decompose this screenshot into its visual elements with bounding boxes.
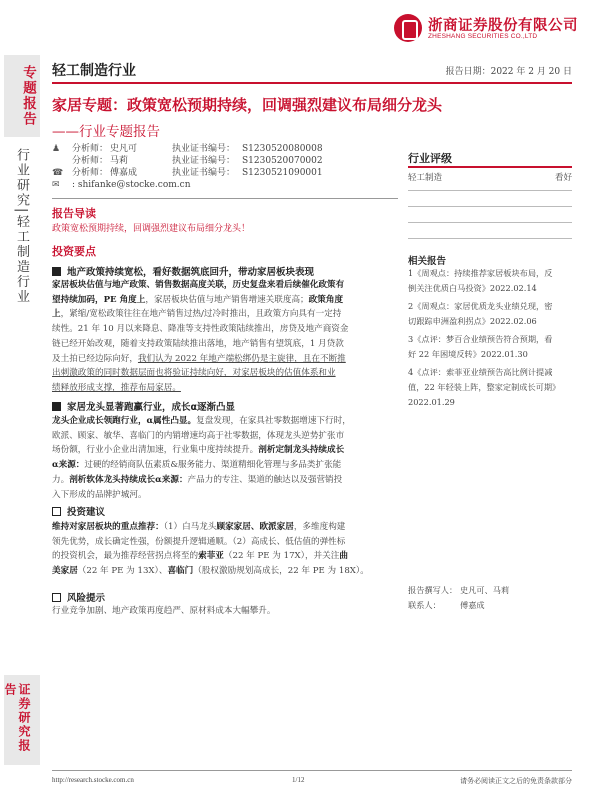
analyst-role: 分析师：: [72, 144, 109, 154]
side-label-bottom: 证券研究报告: [3, 683, 31, 753]
person-icon: ♟: [52, 144, 61, 154]
point-paragraph-3: 维持对家居板块的重点推荐：（1）白马龙头顾家家居、欧派家居，多维度构建 领先优势，成长确定性强，份额提升逻辑通顺。（2）高成长、低估值的弹性标 的投资机会，最为推荐经营拐点将至的索菲亚（22 年 PE 为 17X），并关注曲 美家居（22 年 PE 为 13X）、喜临门（股权激励规划高成长，22 年 PE 为 18X）。: [52, 522, 369, 577]
header-divider: [52, 82, 572, 84]
analyst-name: 马莉: [110, 156, 129, 166]
report-subtitle: ——行业专题报告: [52, 124, 160, 140]
point-paragraph-4: 行业竞争加剧、地产政策再度趋严、原材料成本大幅攀升。: [52, 606, 276, 616]
rating-row: [408, 171, 572, 183]
authors-block: [408, 583, 509, 613]
rating-value: 看好: [554, 173, 572, 183]
point-heading-4: 风险提示: [52, 590, 398, 604]
industry-title: 轻工制造行业: [52, 63, 136, 79]
analyst-row: [52, 155, 323, 167]
footer-divider: [52, 770, 572, 771]
points-heading: 投资要点: [52, 245, 96, 258]
rating-row-divider: [408, 238, 572, 239]
analyst-email[interactable]: : shifanke@stocke.com.cn: [72, 180, 191, 190]
bullet-square-icon: [52, 593, 61, 602]
page-number: 1/12: [292, 776, 305, 784]
guide-text: 政策宽松预期持续，回调强烈建议布局细分龙头！: [52, 224, 251, 234]
bullet-square-icon: [52, 402, 61, 411]
cert-number: S1230520070002: [242, 156, 323, 166]
cert-number: S1230521090001: [242, 168, 323, 178]
point-heading-2: 家居龙头显著跑赢行业，成长α逐渐凸显: [52, 399, 398, 413]
related-heading: 相关报告: [408, 256, 447, 267]
cert-label: 执业证书编号：: [172, 144, 236, 154]
footer-disclaimer: 请务必阅读正文之后的免责条款部分: [460, 777, 572, 785]
analyst-divider: [52, 198, 398, 199]
point-heading-1: 地产政策持续宽松，看好数据筑底回升，带动家居板块表现: [52, 264, 398, 278]
rating-heading: 行业评级: [408, 152, 452, 165]
related-report-item[interactable]: 1《周观点：持续推荐家居板块布局，反 倒关注优质白马投资》2022.02.14: [408, 268, 553, 293]
side-tab-special-report: [4, 55, 40, 137]
related-report-item[interactable]: 2《周观点：家居优质龙头业绩兑现，密 切跟踪申洲盈利拐点》2022.02.06: [408, 301, 553, 326]
rating-row-divider: [408, 206, 572, 207]
point-heading-3: 投资建议: [52, 504, 398, 518]
side-tab-research-report: [4, 675, 40, 765]
company-name-en: ZHESHANG SECURITIES CO.,LTD: [428, 33, 538, 40]
company-name-cn: 浙商证券股份有限公司: [428, 18, 578, 34]
analyst-name: 史凡可: [110, 144, 138, 154]
rating-industry: 轻工制造: [408, 173, 443, 183]
writer-names: 史凡可、马莉: [460, 585, 510, 595]
contact-label: 联系人：: [408, 600, 441, 610]
related-report-item[interactable]: 3《点评：梦百合业绩预告符合预期，看 好 22 年困境反转》2022.01.30: [408, 334, 553, 359]
cert-label: 执业证书编号：: [172, 156, 236, 166]
writer-label: 报告撰写人：: [408, 585, 458, 595]
report-date: 报告日期：2022 年 2 月 20 日: [445, 67, 572, 77]
logo-mark-icon: [394, 14, 422, 42]
phone-icon: ☎: [52, 168, 64, 178]
related-reports-list: [408, 266, 574, 413]
contact-name: 傅嘉成: [460, 600, 485, 610]
mail-icon: ✉: [52, 180, 60, 190]
point-paragraph-2: 龙头企业成长领跑行业，α属性凸显。复盘发现，在家具社零数据增速下行时， 欧派、顾家、敏华、喜临门的内销增速均高于社零数据，体现龙头逆势扩张市 场份额，行业小企业出清加速，行业集中度持续提升。剖析定制龙头持续成长 α来源：过硬的经销商队伍素质&服务能力、渠道精细化管理与多品类扩张能 力。剖析软体龙头持续成长α来源：产品力的专注、渠道的触达以及强营销投 入下形成的品牌护城河。: [52, 416, 351, 500]
analyst-role: 分析师：: [72, 156, 109, 166]
cert-label: 执业证书编号：: [172, 168, 236, 178]
guide-heading: 报告导读: [52, 207, 96, 220]
side-label-top: 专题报告: [20, 65, 36, 127]
rating-row-divider: [408, 190, 572, 191]
side-label-industry: 行业研究|轻工制造行业: [14, 148, 29, 305]
report-title: 家居专题：政策宽松预期持续，回调强烈建议布局细分龙头: [52, 96, 443, 114]
analyst-row: [52, 143, 323, 155]
bullet-square-icon: [52, 507, 61, 516]
analyst-name: 傅嘉成: [110, 168, 138, 178]
email-row: [52, 179, 323, 191]
related-report-item[interactable]: 4《点评：索菲亚业绩预告高比例计提减 值，22 年轻装上阵，整家定制成长可期》 2022.01.29: [408, 367, 561, 407]
company-logo: [394, 12, 594, 46]
cert-number: S1230520080008: [242, 144, 323, 154]
analyst-role: 分析师：: [72, 168, 109, 178]
point-paragraph-1: 家居板块估值与地产政策、销售数据高度关联，历史复盘来看后续催化政策有 望持续加码，PE 角度上，家居板块估值与地产销售增速关联度高；政策角度 上，紧缩/宽松政策往往在地产销售过热/过冷时推出，且政策方向具有一定持 续性。21 年 10 月以来降息、降准等支持性政策陆续推出，房贷及地产商资金 链已经开始改观，随着支持政策陆续推出落地，地产销售有望筑底，1 月贷款 及土拍已经边际向好，我们认为 2022 年地产端松绑仍是主旋律，且在不断推 出刺激政策的同时数据层面也将验证持续向好，对家居板块的估值体系和业 绩释放形成支撑，推荐布局家居。: [52, 280, 349, 393]
analyst-block: [52, 143, 323, 191]
bullet-square-icon: [52, 267, 61, 276]
analyst-row: [52, 167, 323, 179]
rating-row-divider: [408, 222, 572, 223]
rating-divider: [408, 166, 572, 168]
footer-url[interactable]: http://research.stocke.com.cn: [52, 776, 134, 784]
